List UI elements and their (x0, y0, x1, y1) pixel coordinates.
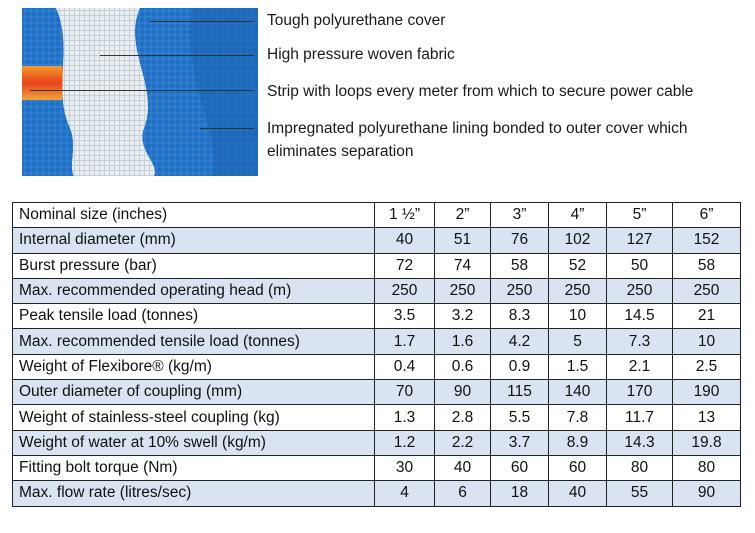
table-cell: 10 (673, 329, 741, 354)
row-label: Outer diameter of coupling (mm) (13, 380, 375, 405)
row-label: Fitting bolt torque (Nm) (13, 455, 375, 480)
table-cell: 5 (549, 329, 607, 354)
table-row (13, 304, 741, 329)
table-cell: 250 (607, 278, 673, 303)
table-cell: 3.2 (435, 304, 491, 329)
table-row (13, 329, 741, 354)
header-size: 2” (435, 203, 491, 228)
table-cell: 18 (491, 481, 549, 506)
row-label: Max. recommended tensile load (tonnes) (13, 329, 375, 354)
table-cell: 19.8 (673, 430, 741, 455)
table-cell: 2.1 (607, 354, 673, 379)
hose-layers-illustration (22, 8, 258, 176)
table-cell: 250 (435, 278, 491, 303)
table-cell: 21 (673, 304, 741, 329)
table-cell: 250 (375, 278, 435, 303)
table-cell: 50 (607, 253, 673, 278)
table-row (13, 228, 741, 253)
table-cell: 7.3 (607, 329, 673, 354)
table-cell: 2.8 (435, 405, 491, 430)
table-cell: 4 (375, 481, 435, 506)
table-cell: 115 (491, 380, 549, 405)
table-cell: 1.7 (375, 329, 435, 354)
table-row (13, 481, 741, 506)
header-size: 6” (673, 203, 741, 228)
header-label: Nominal size (inches) (13, 203, 375, 228)
table-row (13, 354, 741, 379)
table-cell: 0.4 (375, 354, 435, 379)
table-cell: 74 (435, 253, 491, 278)
table-cell: 40 (549, 481, 607, 506)
table-cell: 127 (607, 228, 673, 253)
table-cell: 55 (607, 481, 673, 506)
table-cell: 40 (375, 228, 435, 253)
table-cell: 3.5 (375, 304, 435, 329)
table-row (13, 405, 741, 430)
row-label: Weight of Flexibore® (kg/m) (13, 354, 375, 379)
callout-fabric-text: High pressure woven fabric (267, 46, 455, 63)
callout-line-fabric (100, 55, 254, 56)
table-cell: 40 (435, 455, 491, 480)
header-size: 5” (607, 203, 673, 228)
row-label: Weight of water at 10% swell (kg/m) (13, 430, 375, 455)
table-cell: 70 (375, 380, 435, 405)
table-cell: 250 (673, 278, 741, 303)
callout-line-strip (30, 90, 254, 91)
table-cell: 4.2 (491, 329, 549, 354)
table-cell: 14.3 (607, 430, 673, 455)
table-cell: 80 (673, 455, 741, 480)
table-cell: 0.6 (435, 354, 491, 379)
table-cell: 51 (435, 228, 491, 253)
table-cell: 90 (673, 481, 741, 506)
table-cell: 13 (673, 405, 741, 430)
table-cell: 90 (435, 380, 491, 405)
table-cell: 7.8 (549, 405, 607, 430)
callout-lining-text-continued: eliminates separation (267, 143, 414, 160)
table-cell: 1.6 (435, 329, 491, 354)
table-header-row (13, 203, 741, 228)
table-row (13, 380, 741, 405)
table-cell: 8.3 (491, 304, 549, 329)
table-cell: 11.7 (607, 405, 673, 430)
table-cell: 58 (673, 253, 741, 278)
table-cell: 6 (435, 481, 491, 506)
table-cell: 8.9 (549, 430, 607, 455)
table-cell: 1.2 (375, 430, 435, 455)
header-size: 4” (549, 203, 607, 228)
table-cell: 76 (491, 228, 549, 253)
table-cell: 52 (549, 253, 607, 278)
table-row (13, 253, 741, 278)
callout-lining-text: Impregnated polyurethane lining bonded to outer cover which (267, 120, 688, 137)
callout-cover-text: Tough polyurethane cover (267, 12, 446, 29)
table-cell: 3.7 (491, 430, 549, 455)
row-label: Internal diameter (mm) (13, 228, 375, 253)
table-row (13, 430, 741, 455)
callout-strip-text: Strip with loops every meter from which to secure power cable (267, 83, 694, 100)
table-cell: 190 (673, 380, 741, 405)
callout-line-cover (150, 21, 254, 22)
header-size: 3” (491, 203, 549, 228)
table-row (13, 278, 741, 303)
table-cell: 60 (491, 455, 549, 480)
callout-line-lining (200, 128, 254, 129)
table-cell: 2.2 (435, 430, 491, 455)
table-cell: 250 (491, 278, 549, 303)
table-cell: 1.3 (375, 405, 435, 430)
table-cell: 80 (607, 455, 673, 480)
table-cell: 10 (549, 304, 607, 329)
table-cell: 72 (375, 253, 435, 278)
table-cell: 60 (549, 455, 607, 480)
table-cell: 102 (549, 228, 607, 253)
table-cell: 250 (549, 278, 607, 303)
table-row (13, 455, 741, 480)
row-label: Max. flow rate (litres/sec) (13, 481, 375, 506)
table-cell: 2.5 (673, 354, 741, 379)
table-cell: 30 (375, 455, 435, 480)
table-cell: 5.5 (491, 405, 549, 430)
table-cell: 140 (549, 380, 607, 405)
table-cell: 152 (673, 228, 741, 253)
row-label: Peak tensile load (tonnes) (13, 304, 375, 329)
specifications-table (12, 202, 741, 507)
table-cell: 1.5 (549, 354, 607, 379)
row-label: Weight of stainless-steel coupling (kg) (13, 405, 375, 430)
row-label: Burst pressure (bar) (13, 253, 375, 278)
table-cell: 0.9 (491, 354, 549, 379)
table-cell: 14.5 (607, 304, 673, 329)
row-label: Max. recommended operating head (m) (13, 278, 375, 303)
table-cell: 170 (607, 380, 673, 405)
header-size: 1 ½” (375, 203, 435, 228)
table-cell: 58 (491, 253, 549, 278)
